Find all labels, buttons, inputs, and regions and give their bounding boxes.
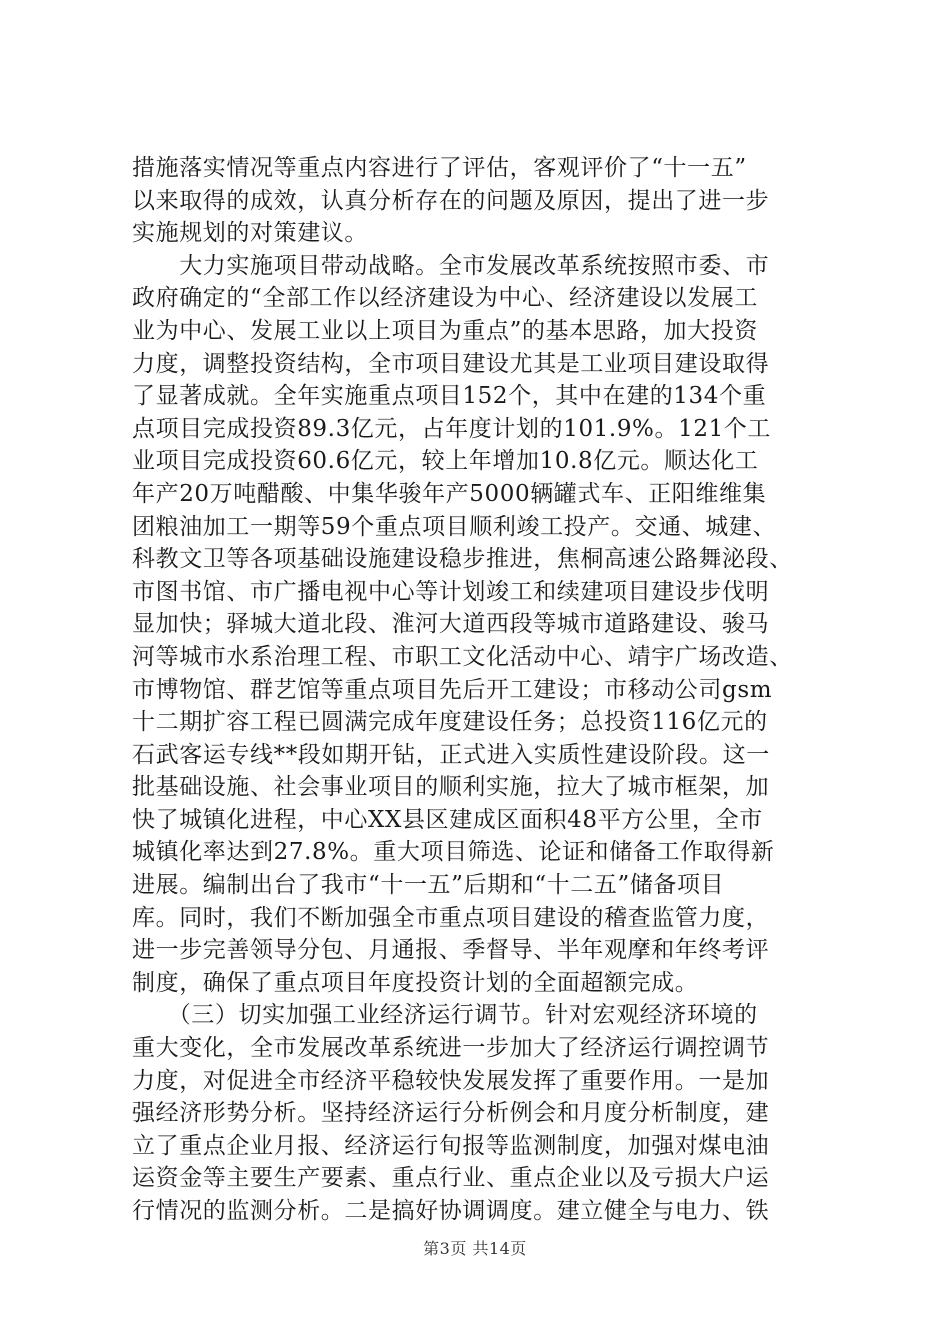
text-line: 石武客运专线**段如期开钻，正式进入实质性建设阶段。这一 — [132, 741, 770, 768]
document-body — [132, 152, 832, 1228]
text-line: 以来取得的成效，认真分析存在的问题及原因，提出了进一步 — [132, 187, 770, 214]
text-line: 年产20万吨醋酸、中集华骏年产5000辆罐式车、正阳维维集 — [132, 480, 767, 507]
text-line: 显加快；驿城大道北段、淮河大道西段等城市道路建设、骏马 — [132, 611, 770, 638]
text-line: 措施落实情况等重点内容进行了评估，客观评价了“十一五” — [132, 155, 747, 181]
text-line: （三）切实加强工业经济运行调节。针对宏观经济环境的 — [132, 1002, 758, 1029]
text-line: 业为中心、发展工业以上项目为重点”的基本思路，加大投资 — [132, 317, 758, 344]
text-line: 批基础设施、社会事业项目的顺利实施，拉大了城市框架，加 — [132, 774, 770, 801]
text-line: 进展。编制出台了我市“十一五”后期和“十二五”储备项目 — [132, 872, 725, 899]
text-line: 库。同时，我们不断加强全市重点项目建设的稽查监管力度， — [132, 904, 770, 931]
text-line: 力度，对促进全市经济平稳较快发展发挥了重要作用。一是加 — [132, 1067, 770, 1094]
text-line: 政府确定的“全部工作以经济建设为中心、经济建设以发展工 — [132, 285, 758, 312]
text-line: 快了城镇化进程，中心XX县区建成区面积48平方公里，全市 — [132, 806, 763, 833]
text-line: 团粮油加工一期等59个重点项目顺利竣工投产。交通、城建、 — [132, 513, 777, 540]
text-line: 城镇化率达到27.8%。重大项目筛选、论证和储备工作取得新 — [132, 839, 775, 866]
text-line: 立了重点企业月报、经济运行旬报等监测制度，加强对煤电油 — [132, 1132, 770, 1159]
page-number-footer: 第3页 共14页 — [423, 1239, 527, 1258]
text-line: 市图书馆、市广播电视中心等计划竣工和续建项目建设步伐明 — [132, 578, 770, 605]
text-line: 十二期扩容工程已圆满完成年度建设任务；总投资116亿元的 — [132, 709, 768, 736]
text-line: 业项目完成投资60.6亿元，较上年增加10.8亿元。顺达化工 — [132, 448, 759, 475]
text-line: 了显著成就。全年实施重点项目152个，其中在建的134个重 — [132, 383, 767, 410]
text-line: 行情况的监测分析。二是搞好协调调度。建立健全与电力、铁 — [132, 1198, 770, 1224]
text-line: 进一步完善领导分包、月通报、季督导、半年观摩和年终考评 — [132, 937, 770, 964]
text-line: 大力实施项目带动战略。全市发展改革系统按照市委、市 — [132, 252, 770, 279]
text-line: 实施规划的对策建议。 — [132, 220, 368, 247]
text-line: 力度，调整投资结构，全市项目建设尤其是工业项目建设取得 — [132, 350, 770, 377]
text-line: 制度，确保了重点项目年度投资计划的全面超额完成。 — [132, 969, 699, 996]
text-line: 市博物馆、群艺馆等重点项目先后开工建设；市移动公司gsm — [132, 676, 773, 703]
text-line: 点项目完成投资89.3亿元，占年度计划的101.9%。121个工 — [132, 415, 772, 442]
text-line: 运资金等主要生产要素、重点行业、重点企业以及亏损大户运 — [132, 1165, 770, 1192]
text-line: 强经济形势分析。坚持经济运行分析例会和月度分析制度，建 — [132, 1100, 770, 1127]
text-line: 重大变化，全市发展改革系统进一步加大了经济运行调控调节 — [132, 1035, 770, 1062]
text-line: 河等城市水系治理工程、市职工文化活动中心、靖宇广场改造、 — [132, 643, 793, 670]
text-line: 科教文卫等各项基础设施建设稳步推进，焦桐高速公路舞泌段、 — [132, 546, 793, 573]
